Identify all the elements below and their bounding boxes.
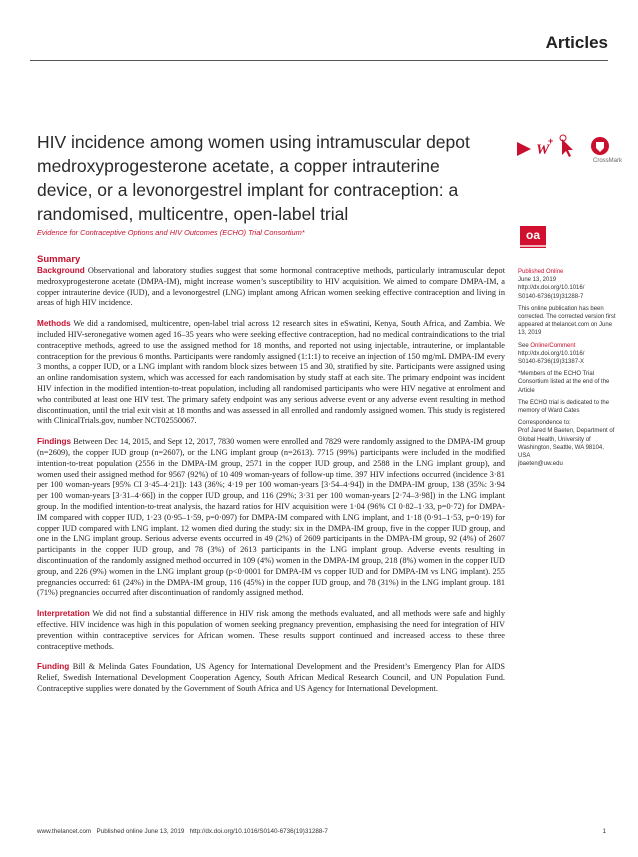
publication-info (518, 268, 616, 301)
crossmark-icon[interactable] (591, 137, 609, 155)
doi-id[interactable]: S0140-6736(19)31288-7 (518, 293, 584, 300)
svg-text:W: W (536, 142, 550, 158)
arrow-icon (517, 142, 531, 156)
methods-paragraph (37, 319, 505, 427)
see-label: See (518, 342, 529, 349)
interpretation-paragraph (37, 609, 505, 652)
members-note: *Members of the ECHO Trial Consortium listed at the end of the Article (518, 371, 610, 394)
icon-strip (515, 130, 615, 170)
footer-doi[interactable]: http://dx.doi.org/10.1016/S0140-6736(19)31288-7 (189, 828, 328, 835)
section-label: Articles (545, 33, 608, 52)
funding-text: Bill & Melinda Gates Foundation, US Agency for International Development and the President’s Emergency Plan for AIDS Relief, Swedish International Development Cooperation Agency, South African Medical Research Council, and UN Population Fund. Contraceptive supplies were donated by the Government of South Africa and US Agency for International Development. (37, 662, 505, 693)
summary-heading: Summary (37, 254, 81, 265)
sidebar (518, 268, 616, 472)
footer-published: Published online June 13, 2019 (96, 828, 185, 835)
interpretation-text: We did not find a substantial difference in HIV risk among the methods evaluated, and all methods were safe and highly effective. HIV incidence was high in this population of women seeking pregnancy prevention, emphasising the need for integration of HIV prevention within contraceptive services for African women. These results support continued and increased access to these three contraceptive methods. (37, 609, 505, 651)
background-heading: Background (37, 266, 85, 275)
findings-text: Between Dec 14, 2015, and Sept 12, 2017, 7830 women were enrolled and 7829 were randomly assigned to the DMPA-IM group (n=2609), the copper IUD group (n=2607), or the LNG implant group (n=2613). 7715 (99%) participants were included in the modified intention-to-treat population (2556 in the DMPA-IM group, 2571 in the copper IUD group, and 2588 in the LNG implant group), and women used their assigned method for 9567 (92%) of 10 409 woman-years of follow-up time. 397 HIV infections occurred (incidence 3·81 per 100 woman-years [95% CI 3·45–4·21]): 143 (36%; 4·19 per 100 woman-years [3·54–4·94]) in the DMPA-IM group, 138 (35%: 3·94 per 100 woman-years [3·31–4·66]) in the copper IUD group, and 116 (29%; 3·31 per 100 woman-years [2·74–3·98]) in the LNG implant group. In the modified intention-to-treat analysis, the hazard ratios for HIV acquisition were 1·04 (96% CI 0·82–1·33, p=0·72) for DMPA-IM compared with copper IUD, 1·23 (0·95–1·59, p=0·097) for DMPA-IM compared with LNG implant, and 1·18 (0·91–1·53, p=0·19) for copper IUD compared with LNG implant. 12 women died during the study: six in the DMPA-IM group, five in the copper IUD group, and one in the LNG implant group. Serious adverse events occurred in 49 (2%) of 2609 participants in the DMPA-IM group, 92 (4%) of 2607 participants in the copper IUD group, and 78 (3%) of 2613 participants in the LNG implant group. Adverse events resulting in discontinuation of the randomly assigned method occurred in 109 (4%) women in the DMPA-IM group, 218 (8%) women in the copper IUD group, and 226 (9%) women in the LNG implant group (p<0·0001 for DMPA-IM vs copper IUD and for DMPA-IM vs LNG implant). 255 pregnancies occurred: 61 (24%) in the DMPA-IM group, 116 (45%) in the copper IUD group, and 78 (31%) in the LNG implant group. 181 (71%) pregnancies occurred after discontinuation of randomly assigned method. (37, 437, 505, 598)
comment-info (518, 342, 616, 367)
correspondence-label: Correspondence to: (518, 420, 571, 427)
open-access-label: oa (525, 228, 540, 242)
correction-note: This online publication has been corrected. The corrected version first appeared at thelancet.com on June 13, 2019 (518, 305, 616, 337)
methods-text: We did a randomised, multicentre, open-label trial across 12 research sites in eSwatini, Kenya, South Africa, and Zambia. We included HIV-seronegative women aged 16–35 years who were seeking effective contraception, had no medical contraindications to the trial contraceptive methods, agreed to use the assigned method for 18 months, and reported not using injectable, intrauterine, or implantable contraception for the previous 6 months. Participants were randomly assigned (1:1:1) to receive an injection of 150 mg/mL DMPA-IM every 3 months, a copper IUD, or a LNG implant with random block sizes between 15 and 30, stratified by site. Participants were assigned using an online randomisation system, which was accessed for each randomisation by study staff at each site. The primary endpoint was incident HIV infection in the modified intention-to-treat population, including all randomised participants who were HIV negative at enrolment and who contributed at least one HIV test. The primary safety endpoint was any serious adverse event or any adverse event resulting in method discontinuation, until the trial exit visit at 18 months and was assessed in all enrolled and randomly assigned women. This study is registered with ClinicalTrials.gov, number NCT02550067. (37, 319, 505, 426)
svg-text:+: + (548, 136, 554, 146)
funding-paragraph (37, 662, 505, 694)
oa-badge-stripe (520, 245, 546, 247)
open-access-badge (520, 226, 546, 248)
findings-paragraph (37, 437, 505, 599)
crossmark-label: CrossMark (593, 158, 623, 164)
dedication-note: The ECHO trial is dedicated to the memory of Ward Cates (518, 399, 610, 415)
authors[interactable]: Evidence for Contraceptive Options and HIV Outcomes (ECHO) Trial Consortium* (37, 228, 305, 237)
correspondence-block (518, 419, 616, 468)
footer-citation (37, 828, 328, 835)
publication-date: June 13, 2019 (518, 277, 557, 284)
web-extra-icon (536, 136, 553, 158)
findings-heading: Findings (37, 437, 72, 447)
interpretation-heading: Interpretation (37, 609, 90, 619)
article-icons (515, 130, 623, 170)
background-paragraph (37, 266, 505, 309)
comment-link[interactable]: Online/Comment (530, 342, 576, 349)
header-rule (30, 60, 608, 61)
comment-doi-id[interactable]: S0140-6736(19)31387-X (518, 359, 585, 366)
cursor-icon (560, 135, 573, 157)
comment-doi-url[interactable]: http://dx.doi.org/10.1016/ (518, 350, 585, 357)
abstract (37, 266, 505, 705)
page-number: 1 (602, 828, 606, 835)
article-title: HIV incidence among women using intramuscular depot medroxyprogesterone acetate, a copper intrauterine device, or a levonorgestrel implant for contraception: a randomised, multicentre, open-label trial (37, 132, 470, 224)
funding-heading: Funding (37, 662, 70, 672)
correspondence-email[interactable]: jbaeten@uw.edu (518, 461, 563, 468)
footer-site[interactable]: www.thelancet.com (37, 828, 92, 835)
methods-heading: Methods (37, 319, 71, 329)
background-text: Observational and laboratory studies suggest that some hormonal contraceptive methods, particularly intramuscular depot medroxyprogesterone acetate (DMPA-IM), might increase women’s susceptibility to HIV acquisition. We aimed to compare DMPA-IM, a copper intrauterine device (IUD), and a levonorgestrel (LNG) implant among African women seeking effective contraception and living in areas of high HIV incidence. (37, 266, 505, 308)
published-online-label: Published Online (518, 269, 564, 275)
correspondence-address: Prof Jared M Baeten, Department of Global Health, University of Washington, Seattle, WA 98104, USA (518, 428, 615, 460)
doi-url[interactable]: http://dx.doi.org/10.1016/ (518, 285, 585, 292)
